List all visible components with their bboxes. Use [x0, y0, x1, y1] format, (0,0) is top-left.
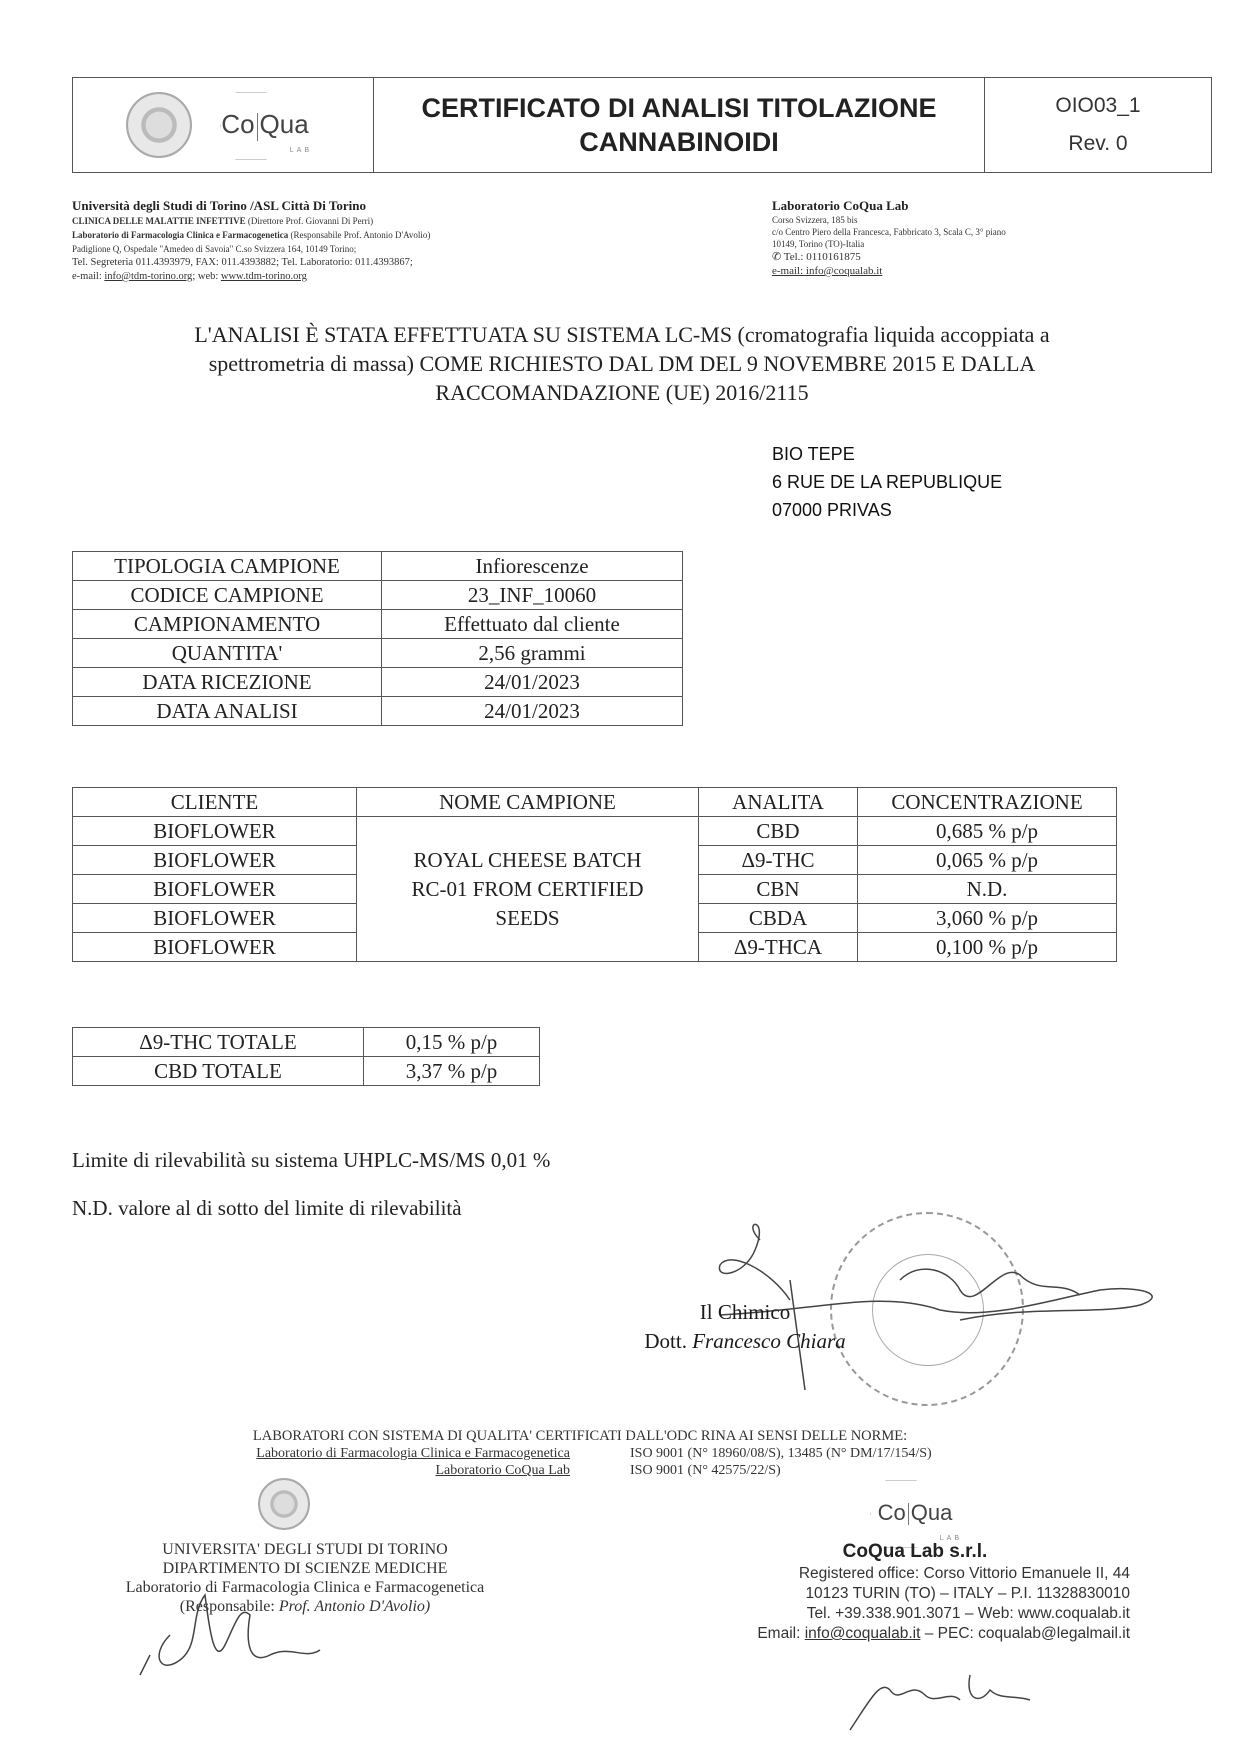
analyte-cell: Δ9-THC [699, 846, 858, 875]
document-code: OIO03_1 [1055, 94, 1141, 117]
sample-info-label: CODICE CAMPIONE [73, 581, 382, 610]
table-row [73, 581, 683, 610]
document-header [72, 77, 1212, 173]
logo-text-co: Co [877, 1500, 906, 1525]
university-address-block [72, 198, 692, 284]
footer-email-link[interactable]: info@coqualab.it [804, 1625, 921, 1642]
coqua-lab-title: Laboratorio CoQua Lab [772, 198, 909, 213]
sample-info-value: 23_INF_10060 [382, 581, 683, 610]
university-seal-small-icon [258, 1478, 310, 1530]
footer-university-name: UNIVERSITA' DEGLI STUDI DI TORINO [162, 1541, 448, 1558]
coqua-email-link[interactable]: e-mail: info@coqualab.it [772, 265, 883, 277]
lab-responsible: (Responsabile Prof. Antonio D'Avolio) [290, 230, 431, 240]
header-client: CLIENTE [73, 788, 357, 817]
concentration-cell: N.D. [858, 875, 1117, 904]
sample-info-value: Effettuato dal cliente [382, 610, 683, 639]
analysis-statement [72, 320, 1172, 407]
document-title [374, 78, 985, 172]
clinic-director: (Direttore Prof. Giovanni Di Perri) [247, 216, 374, 226]
statement-line-2: spettrometria di massa) COME RICHIESTO DAL DM DEL 9 NOVEMBRE 2015 E DALLA [208, 351, 1036, 376]
sample-name-line-3: SEEDS [495, 905, 560, 930]
detection-limit-note: Limite di rilevabilità su sistema UHPLC-MS/MS 0,01 % [72, 1148, 551, 1172]
header-analyte: ANALITA [699, 788, 858, 817]
coqua-footer-logo [860, 1480, 970, 1546]
coqua-logo [210, 92, 320, 158]
total-label: Δ9-THC TOTALE [73, 1028, 364, 1057]
footer-coqua-block [640, 1540, 1130, 1644]
table-row [73, 1057, 540, 1086]
sample-info-value: 2,56 grammi [382, 639, 683, 668]
recipient-address [772, 440, 1002, 524]
cert-lab-1: Laboratorio di Farmacologia Clinica e Farmacogenetica [256, 1446, 570, 1461]
chemist-block [620, 1298, 870, 1356]
footer-lab: Laboratorio di Farmacologia Clinica e Farmacogenetica [125, 1579, 485, 1596]
clinic-name: CLINICA DELLE MALATTIE INFETTIVE [72, 216, 246, 226]
university-web-link[interactable]: www.tdm-torino.org [220, 271, 307, 282]
table-row [73, 817, 1117, 846]
recipient-name: BIO TEPE [772, 444, 855, 464]
footer-registered-office: Registered office: Corso Vittorio Emanuele II, 44 [798, 1565, 1130, 1582]
statement-line-3: RACCOMANDAZIONE (UE) 2016/2115 [435, 380, 809, 405]
coqua-address-line-2: c/o Centro Piero della Francesca, Fabbricato 3, Scala C, 3° piano [772, 227, 1006, 237]
web-label: ; web: [192, 271, 221, 282]
logo-text-co: Co [221, 109, 255, 140]
client-cell: BIOFLOWER [73, 817, 357, 846]
logo-text-qua: Qua [910, 1500, 953, 1525]
cert-lab-2: Laboratorio CoQua Lab [435, 1463, 570, 1478]
concentration-cell: 3,060 % p/p [858, 904, 1117, 933]
logo-sub: LAB [289, 147, 312, 154]
sample-name-cell [357, 817, 699, 962]
chemist-name: Francesco Chiara [692, 1329, 846, 1353]
lab-name: Laboratorio di Farmacologia Clinica e Farmacogenetica [72, 230, 289, 240]
document-revision: Rev. 0 [1068, 132, 1128, 155]
header-concentration: CONCENTRAZIONE [858, 788, 1117, 817]
footer-pec: – PEC: coqualab@legalmail.it [920, 1625, 1130, 1642]
client-cell: BIOFLOWER [73, 933, 357, 962]
sample-info-label: TIPOLOGIA CAMPIONE [73, 552, 382, 581]
title-line-1: CERTIFICATO DI ANALISI TITOLAZIONE [421, 93, 937, 123]
footer-responsible-label: (Responsabile: [179, 1598, 279, 1615]
sample-name-line-1: ROYAL CHEESE BATCH [413, 847, 642, 872]
table-row [73, 697, 683, 726]
footer-responsible-name: Prof. Antonio D'Avolio) [278, 1598, 431, 1615]
footer-phone-web: Tel. +39.338.901.3071 – Web: www.coqualab.it [806, 1605, 1130, 1622]
statement-line-1: L'ANALISI È STATA EFFETTUATA SU SISTEMA LC-MS (cromatografia liquida accoppiata a [194, 322, 1050, 347]
sample-info-label: DATA RICEZIONE [73, 668, 382, 697]
client-cell: BIOFLOWER [73, 875, 357, 904]
university-address: Padiglione Q, Ospedale "Amedeo di Savoia" C.so Svizzera 164, 10149 Torino; [72, 244, 357, 254]
table-row [73, 610, 683, 639]
sample-info-table [72, 551, 683, 726]
certification-heading: LABORATORI CON SISTEMA DI QUALITA' CERTIFICATI DALL'ODC RINA AI SENSI DELLE NORME: [252, 1428, 908, 1444]
coqua-address-block [772, 198, 1172, 278]
footer-email-label: Email: [757, 1625, 805, 1642]
cert-lab-2-iso: ISO 9001 (N° 42575/22/S) [630, 1463, 781, 1478]
sample-info-value: Infiorescenze [382, 552, 683, 581]
sample-info-value: 24/01/2023 [382, 697, 683, 726]
table-row [73, 639, 683, 668]
chemist-title: Dott. [644, 1329, 693, 1353]
recipient-street: 6 RUE DE LA REPUBLIQUE [772, 472, 1003, 492]
sample-info-label: QUANTITA' [73, 639, 382, 668]
footer-department: DIPARTIMENTO DI SCIENZE MEDICHE [162, 1560, 448, 1577]
sample-name-line-2: RC-01 FROM CERTIFIED [411, 876, 644, 901]
table-row [73, 552, 683, 581]
title-line-2: CANNABINOIDI [579, 127, 779, 157]
analyte-cell: CBD [699, 817, 858, 846]
total-value: 0,15 % p/p [364, 1028, 540, 1057]
totals-table [72, 1027, 540, 1086]
cert-lab-1-iso: ISO 9001 (N° 18960/08/S), 13485 (N° DM/17/154/S) [630, 1446, 932, 1461]
university-title: Università degli Studi di Torino /ASL Città Di Torino [72, 198, 367, 213]
table-row [73, 1028, 540, 1057]
client-cell: BIOFLOWER [73, 904, 357, 933]
coqua-phone: ✆ Tel.: 0110161875 [772, 251, 861, 263]
sample-info-value: 24/01/2023 [382, 668, 683, 697]
university-seal-icon [126, 92, 192, 158]
results-table [72, 787, 1117, 962]
logo-sub: LAB [939, 1535, 962, 1542]
footer-city-vat: 10123 TURIN (TO) – ITALY – P.I. 11328830010 [805, 1585, 1130, 1602]
total-label: CBD TOTALE [73, 1057, 364, 1086]
director-signature-icon [130, 1575, 350, 1685]
recipient-city: 07000 PRIVAS [772, 500, 892, 520]
footer-company-name: CoQua Lab s.r.l. [842, 1541, 988, 1562]
coqua-signature-icon [830, 1660, 1060, 1740]
analyte-cell: CBN [699, 875, 858, 904]
chemist-role: Il Chimico [699, 1300, 791, 1324]
concentration-cell: 0,685 % p/p [858, 817, 1117, 846]
certification-block [150, 1428, 1010, 1479]
coqua-address-line-3: 10149, Torino (TO)-Italia [772, 239, 865, 249]
concentration-cell: 0,100 % p/p [858, 933, 1117, 962]
coqua-address-line-1: Corso Svizzera, 185 bis [772, 215, 858, 225]
sample-info-label: CAMPIONAMENTO [73, 610, 382, 639]
concentration-cell: 0,065 % p/p [858, 846, 1117, 875]
university-email-link[interactable]: info@tdm-torino.org [104, 271, 193, 282]
logo-text-qua: Qua [259, 109, 309, 140]
email-label: e-mail: [72, 271, 105, 282]
analyte-cell: CBDA [699, 904, 858, 933]
sample-info-label: DATA ANALISI [73, 697, 382, 726]
table-row [73, 668, 683, 697]
document-code-box [985, 78, 1211, 172]
total-value: 3,37 % p/p [364, 1057, 540, 1086]
table-header-row [73, 788, 1117, 817]
client-cell: BIOFLOWER [73, 846, 357, 875]
university-phones: Tel. Segreteria 011.4393979, FAX: 011.4393882; Tel. Laboratorio: 011.4393867; [72, 257, 413, 268]
analyte-cell: Δ9-THCA [699, 933, 858, 962]
nd-note: N.D. valore al di sotto del limite di rilevabilità [72, 1196, 462, 1220]
header-sample-name: NOME CAMPIONE [357, 788, 699, 817]
header-logos [73, 78, 374, 172]
